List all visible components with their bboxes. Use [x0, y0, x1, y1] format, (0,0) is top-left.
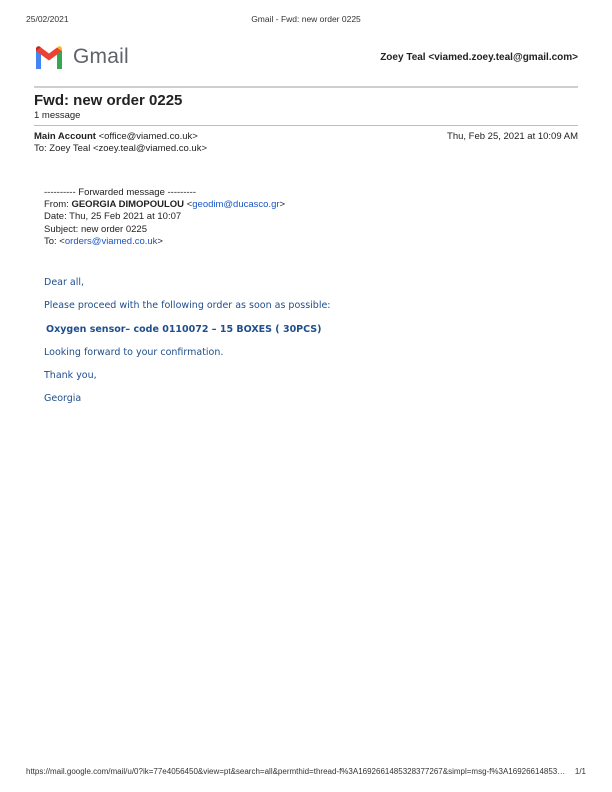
account-label: Zoey Teal <viamed.zoey.teal@gmail.com>: [380, 52, 578, 63]
print-header: [26, 14, 586, 26]
body-signature: Georgia: [44, 393, 82, 404]
forwarded-separator: ---------- Forwarded message ---------: [44, 187, 196, 198]
page-number: 1/1: [574, 767, 586, 776]
forwarded-recipient-email-link[interactable]: orders@viamed.co.uk: [64, 235, 158, 247]
forwarded-subject: Subject: new order 0225: [44, 223, 147, 235]
body-line-1: Please proceed with the following order as soon as possible:: [44, 300, 331, 311]
print-title: Gmail - Fwd: new order 0225: [251, 14, 361, 24]
body-greeting: Dear all,: [44, 277, 85, 288]
print-date: 25/02/2021: [26, 14, 69, 24]
body-thanks: Thank you,: [44, 370, 97, 381]
header-divider: [34, 86, 578, 88]
forwarded-header: [44, 187, 285, 248]
sender-name: Main Account: [34, 131, 96, 142]
forwarded-to: To: <orders@viamed.co.uk>: [44, 235, 163, 247]
forwarded-from: From: GEORGIA DIMOPOULOU <geodim@ducasco.gr>: [44, 199, 286, 211]
forwarded-sender-email-link[interactable]: geodim@ducasco.gr: [192, 199, 280, 211]
message-count: 1 message: [34, 110, 81, 121]
forwarded-date: Date: Thu, 25 Feb 2021 at 10:07: [44, 211, 182, 223]
order-line: Oxygen sensor– code 0110072 – 15 BOXES ( 30PCS): [46, 324, 322, 335]
forwarded-sender-name: GEORGIA DIMOPOULOU: [71, 199, 185, 211]
sender-email: <office@viamed.co.uk>: [98, 131, 198, 142]
message-to: To: Zoey Teal <zoey.teal@viamed.co.uk>: [34, 143, 207, 154]
message-from: [34, 131, 198, 142]
message-divider: [34, 125, 578, 126]
print-url: https://mail.google.com/mail/u/0?ik=77e4056450&view=pt&search=all&permthid=thread-f%3A1692661485328377267&simpl=msg-f%3A16926614853…: [26, 767, 566, 776]
gmail-wordmark: Gmail: [73, 45, 129, 68]
message-date: Thu, Feb 25, 2021 at 10:09 AM: [447, 131, 578, 142]
gmail-logo-icon: [34, 45, 64, 69]
body-line-2: Looking forward to your confirmation.: [44, 347, 224, 358]
thread-subject: Fwd: new order 0225: [34, 92, 183, 109]
gmail-logo[interactable]: [34, 44, 129, 70]
